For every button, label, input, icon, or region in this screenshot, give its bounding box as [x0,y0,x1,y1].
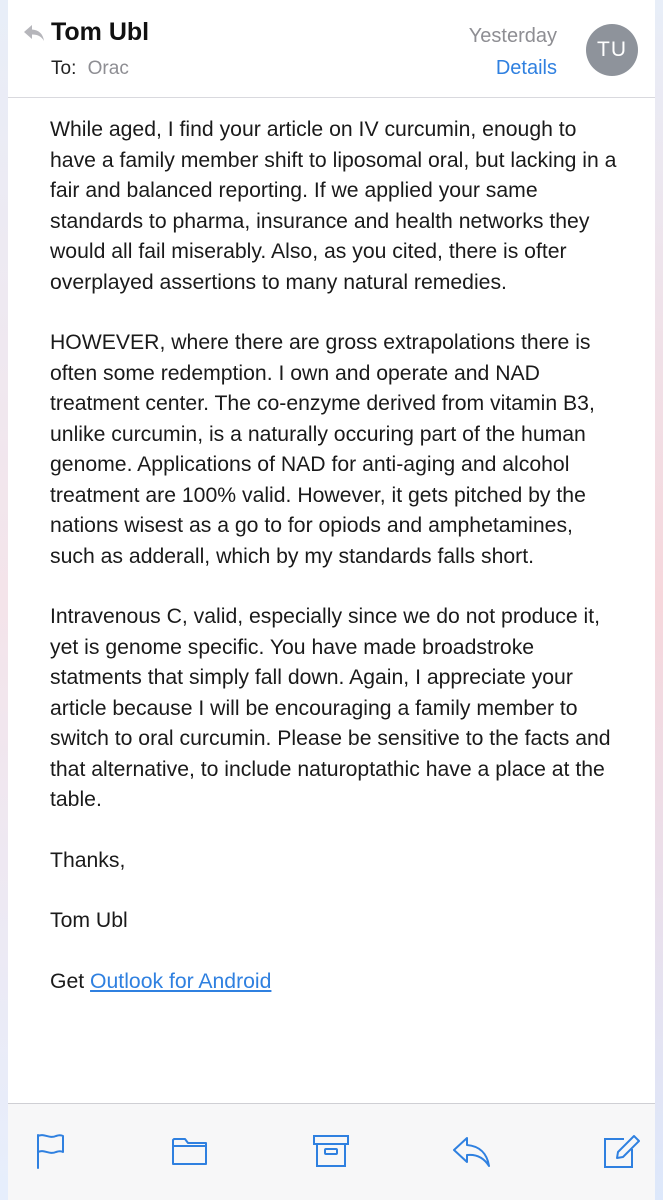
replied-indicator-icon [22,22,46,44]
body-paragraph: HOWEVER, where there are gross extrapolations there is often some redemption. I own and operate and NAD treatment center. The co-enzyme derived from vitamin B3, unlike curcumin, is a naturally occuring part of the human genome. Applications of NAD for anti-aging and alcohol treatment are 100% valid. However, it gets pitched by the nations wisest as a go to for opiods and amphetamines, such as adderall, which by my standards falls short. [50,331,595,568]
message-view [8,0,655,1200]
left-edge [0,0,8,1200]
compose-button[interactable] [599,1131,643,1171]
to-label: To: [51,58,77,79]
message-header [8,0,655,98]
bottom-toolbar [8,1103,655,1200]
outlook-link[interactable]: Outlook for Android [90,969,272,993]
folder-icon [168,1131,212,1171]
signature-name: Tom Ubl [50,909,128,932]
archive-button[interactable] [309,1131,353,1171]
body-paragraph: While aged, I find your article on IV curcumin, enough to have a family member shift to liposomal oral, but lacking in a fair and balanced reporting. If we applied your same standards to pharma, insurance and health networks they would all fail miserably. Also, as you cited, there is ofter overplayed assertions to many natural remedies. [50,118,617,294]
message-body [50,115,621,1027]
header-divider [8,97,655,98]
message-date: Yesterday [468,25,557,47]
move-to-folder-button[interactable] [168,1131,212,1171]
reply-button[interactable] [449,1131,493,1171]
recipient-row [51,58,129,80]
archive-icon [309,1131,353,1171]
recipient-name[interactable]: Orac [87,58,129,79]
sender-name: Tom Ubl [51,18,150,46]
body-paragraph: Intravenous C, valid, especially since we do not produce it, yet is genome specific. You have made broadstroke statments that simply fall down. Again, I appreciate your article because I will be encouraging a family member to switch to oral curcumin. Please be sensitive to the facts and that alternative, to include naturoptathic have a place at the table. [50,605,611,811]
signature-prefix: Get [50,969,85,993]
flag-button[interactable] [30,1131,74,1171]
right-edge [655,0,663,1200]
signature-line [50,967,621,998]
reply-icon [449,1131,493,1171]
compose-icon [599,1131,643,1171]
flag-icon [30,1131,74,1171]
details-link[interactable]: Details [495,57,557,79]
avatar[interactable]: TU [586,24,638,76]
sign-off: Thanks, [50,848,126,872]
